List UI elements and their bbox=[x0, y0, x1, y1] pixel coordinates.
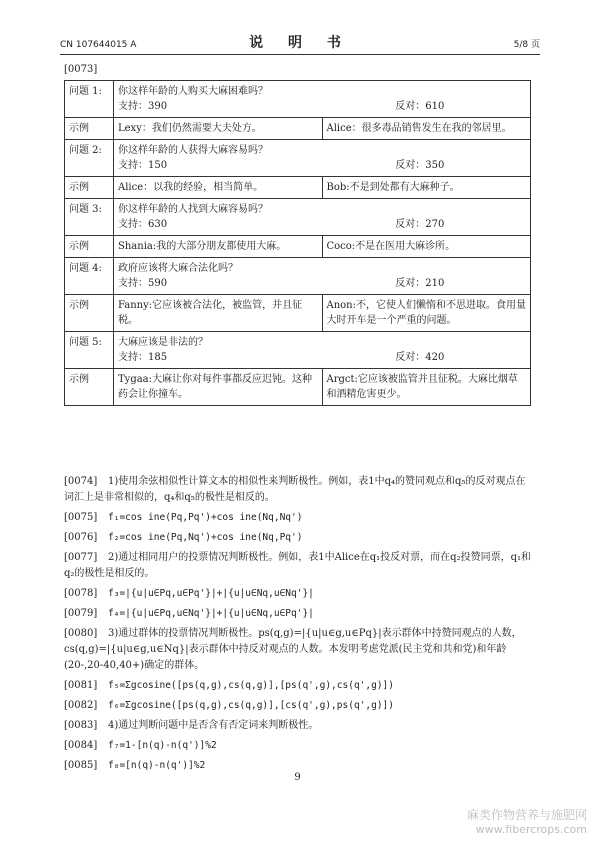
watermark bbox=[467, 806, 587, 836]
row-key: 示例 bbox=[65, 369, 114, 406]
paragraph-number: [0080] bbox=[64, 628, 98, 639]
paragraph-text: 1)使用余弦相似性计算文本的相似性来判断极性。例如，表1中q₄的赞同观点和q₅的反对观点在词汇上是非常相似的，q₄和q₅的极性是相反的。 bbox=[64, 476, 526, 503]
table-row bbox=[65, 199, 531, 236]
oppose-count: 反对：610 bbox=[395, 101, 445, 112]
table-row bbox=[65, 295, 531, 332]
paragraph bbox=[64, 626, 534, 674]
example-b: Argct:它应该被监管并且征税。大麻比烟草和酒精危害更少。 bbox=[322, 369, 531, 406]
oppose-count: 反对：210 bbox=[395, 278, 445, 289]
document-title: 说 明 书 bbox=[249, 35, 351, 51]
oppose-count: 反对：350 bbox=[395, 160, 445, 171]
table-row bbox=[65, 81, 531, 118]
question-text: 你这样年龄的人购买大麻困难吗？ bbox=[118, 86, 268, 97]
example-a: Alice：以我的经验，相当简单。 bbox=[114, 177, 323, 199]
question-cell bbox=[114, 332, 531, 369]
paragraph-number: [0084] bbox=[64, 740, 98, 751]
paragraph-number: [0076] bbox=[64, 532, 98, 543]
question-text: 你这样年龄的人找到大麻容易吗？ bbox=[118, 204, 268, 215]
table-row bbox=[65, 258, 531, 295]
support-count: 支持：390 bbox=[118, 101, 168, 112]
question-cell bbox=[114, 140, 531, 177]
survey-table bbox=[64, 80, 531, 406]
row-key: 示例 bbox=[65, 177, 114, 199]
paragraph-number: [0075] bbox=[64, 512, 98, 523]
row-key: 问题 5: bbox=[65, 332, 114, 369]
support-count: 支持：185 bbox=[118, 352, 168, 363]
paragraph bbox=[64, 550, 534, 582]
watermark-line-1: 麻类作物营养与施肥网 bbox=[466, 808, 587, 822]
paragraph bbox=[64, 530, 534, 546]
paragraph-number: [0077] bbox=[64, 552, 98, 563]
formula: f₄=|{u|u∈Pq,u∈Nq'}|+|{u|u∈Nq,u∈Pq'}| bbox=[108, 608, 314, 619]
paragraph-number: [0078] bbox=[64, 588, 98, 599]
page-number: 9 bbox=[294, 772, 301, 783]
row-key: 问题 3: bbox=[65, 199, 114, 236]
row-key: 问题 1: bbox=[65, 81, 114, 118]
support-count: 支持：590 bbox=[118, 278, 168, 289]
paragraph-number: [0083] bbox=[64, 720, 98, 731]
formula: f₆=Σgcosine([ps(q,g),cs(q,g)],[cs(q',g),ps(q',g)]) bbox=[108, 700, 394, 711]
body-text bbox=[64, 474, 534, 778]
page-header bbox=[60, 30, 540, 55]
paragraph bbox=[64, 678, 534, 694]
table-row bbox=[65, 140, 531, 177]
support-count: 支持：150 bbox=[118, 160, 168, 171]
example-a: Tygaa:大麻让你对每件事都反应迟钝。这种药会让你撞车。 bbox=[114, 369, 323, 406]
paragraph-text: 3)通过群体的投票情况判断极性。ps(q,g)=|{u|u∈g,u∈Pq}|表示群体中持赞同观点的人数，cs(q,g)=|{u|u∈g,u∈Nq}|表示群体中持反对观点的人数。本发明考虑党派(民主党和共和党)和年龄(20-,20-40,40+)确定的群体。 bbox=[64, 628, 522, 671]
table-row bbox=[65, 177, 531, 199]
paragraph-text: 4)通过判断问题中是否含有否定词来判断极性。 bbox=[108, 720, 319, 731]
example-a: Fanny:它应该被合法化，被监管，并且征税。 bbox=[114, 295, 323, 332]
table-row bbox=[65, 332, 531, 369]
paragraph bbox=[64, 738, 534, 754]
row-key: 问题 4: bbox=[65, 258, 114, 295]
row-key: 示例 bbox=[65, 295, 114, 332]
formula: f₃=|{u|u∈Pq,u∈Pq'}|+|{u|u∈Nq,u∈Nq'}| bbox=[108, 588, 314, 599]
formula: f₂=cos ine(Pq,Nq')+cos ine(Nq,Pq') bbox=[108, 532, 303, 543]
example-a: Shania:我的大部分朋友都使用大麻。 bbox=[114, 236, 323, 258]
row-key: 示例 bbox=[65, 236, 114, 258]
table-row bbox=[65, 236, 531, 258]
paragraph-number: [0074] bbox=[64, 476, 98, 487]
paragraph-number: [0085] bbox=[64, 760, 98, 771]
formula: f₁=cos ine(Pq,Pq')+cos ine(Nq,Nq') bbox=[108, 512, 303, 523]
watermark-line-2: www.fibercrops.com bbox=[475, 823, 587, 836]
paragraph-number: [0081] bbox=[64, 680, 98, 691]
paragraph-number: [0079] bbox=[64, 608, 98, 619]
oppose-count: 反对：420 bbox=[395, 352, 445, 363]
row-key: 问题 2: bbox=[65, 140, 114, 177]
table-row bbox=[65, 118, 531, 140]
paragraph-number: [0082] bbox=[64, 700, 98, 711]
paragraph bbox=[64, 606, 534, 622]
patent-number: CN 107644015 A bbox=[60, 40, 137, 50]
oppose-count: 反对：270 bbox=[395, 219, 445, 230]
paragraph bbox=[64, 718, 534, 734]
row-key: 示例 bbox=[65, 118, 114, 140]
question-cell bbox=[114, 199, 531, 236]
paragraph bbox=[64, 586, 534, 602]
paragraph-number-0073: [0073] bbox=[64, 64, 98, 75]
example-b: Alice：很多毒品销售发生在我的邻居里。 bbox=[322, 118, 531, 140]
example-a: Lexy：我们仍然需要大夫处方。 bbox=[114, 118, 323, 140]
paragraph-text: 2)通过相同用户的投票情况判断极性。例如，表1中Alice在q₁投反对票，而在q₂投赞同票，q₁和q₂的极性是相反的。 bbox=[64, 552, 531, 579]
page-indicator: 5/8 页 bbox=[513, 40, 540, 50]
formula: f₅=Σgcosine([ps(q,g),cs(q,g)],[ps(q',g),cs(q',g)]) bbox=[108, 680, 394, 691]
formula: f₇=1-[n(q)-n(q')]%2 bbox=[108, 740, 217, 751]
question-text: 你这样年龄的人获得大麻容易吗？ bbox=[118, 145, 268, 156]
example-b: Bob:不是到处都有大麻种子。 bbox=[322, 177, 531, 199]
support-count: 支持：630 bbox=[118, 219, 168, 230]
paragraph bbox=[64, 474, 534, 506]
question-text: 政府应该将大麻合法化吗？ bbox=[118, 263, 238, 274]
question-cell bbox=[114, 258, 531, 295]
question-text: 大麻应该是非法的？ bbox=[118, 337, 208, 348]
table-row bbox=[65, 369, 531, 406]
paragraph bbox=[64, 510, 534, 526]
formula: f₈=[n(q)-n(q')]%2 bbox=[108, 760, 206, 771]
example-b: Coco:不是在医用大麻诊所。 bbox=[322, 236, 531, 258]
question-cell bbox=[114, 81, 531, 118]
example-b: Anon:不，它使人们懒惰和不思进取。食用量大时开车是一个严重的问题。 bbox=[322, 295, 531, 332]
paragraph bbox=[64, 698, 534, 714]
